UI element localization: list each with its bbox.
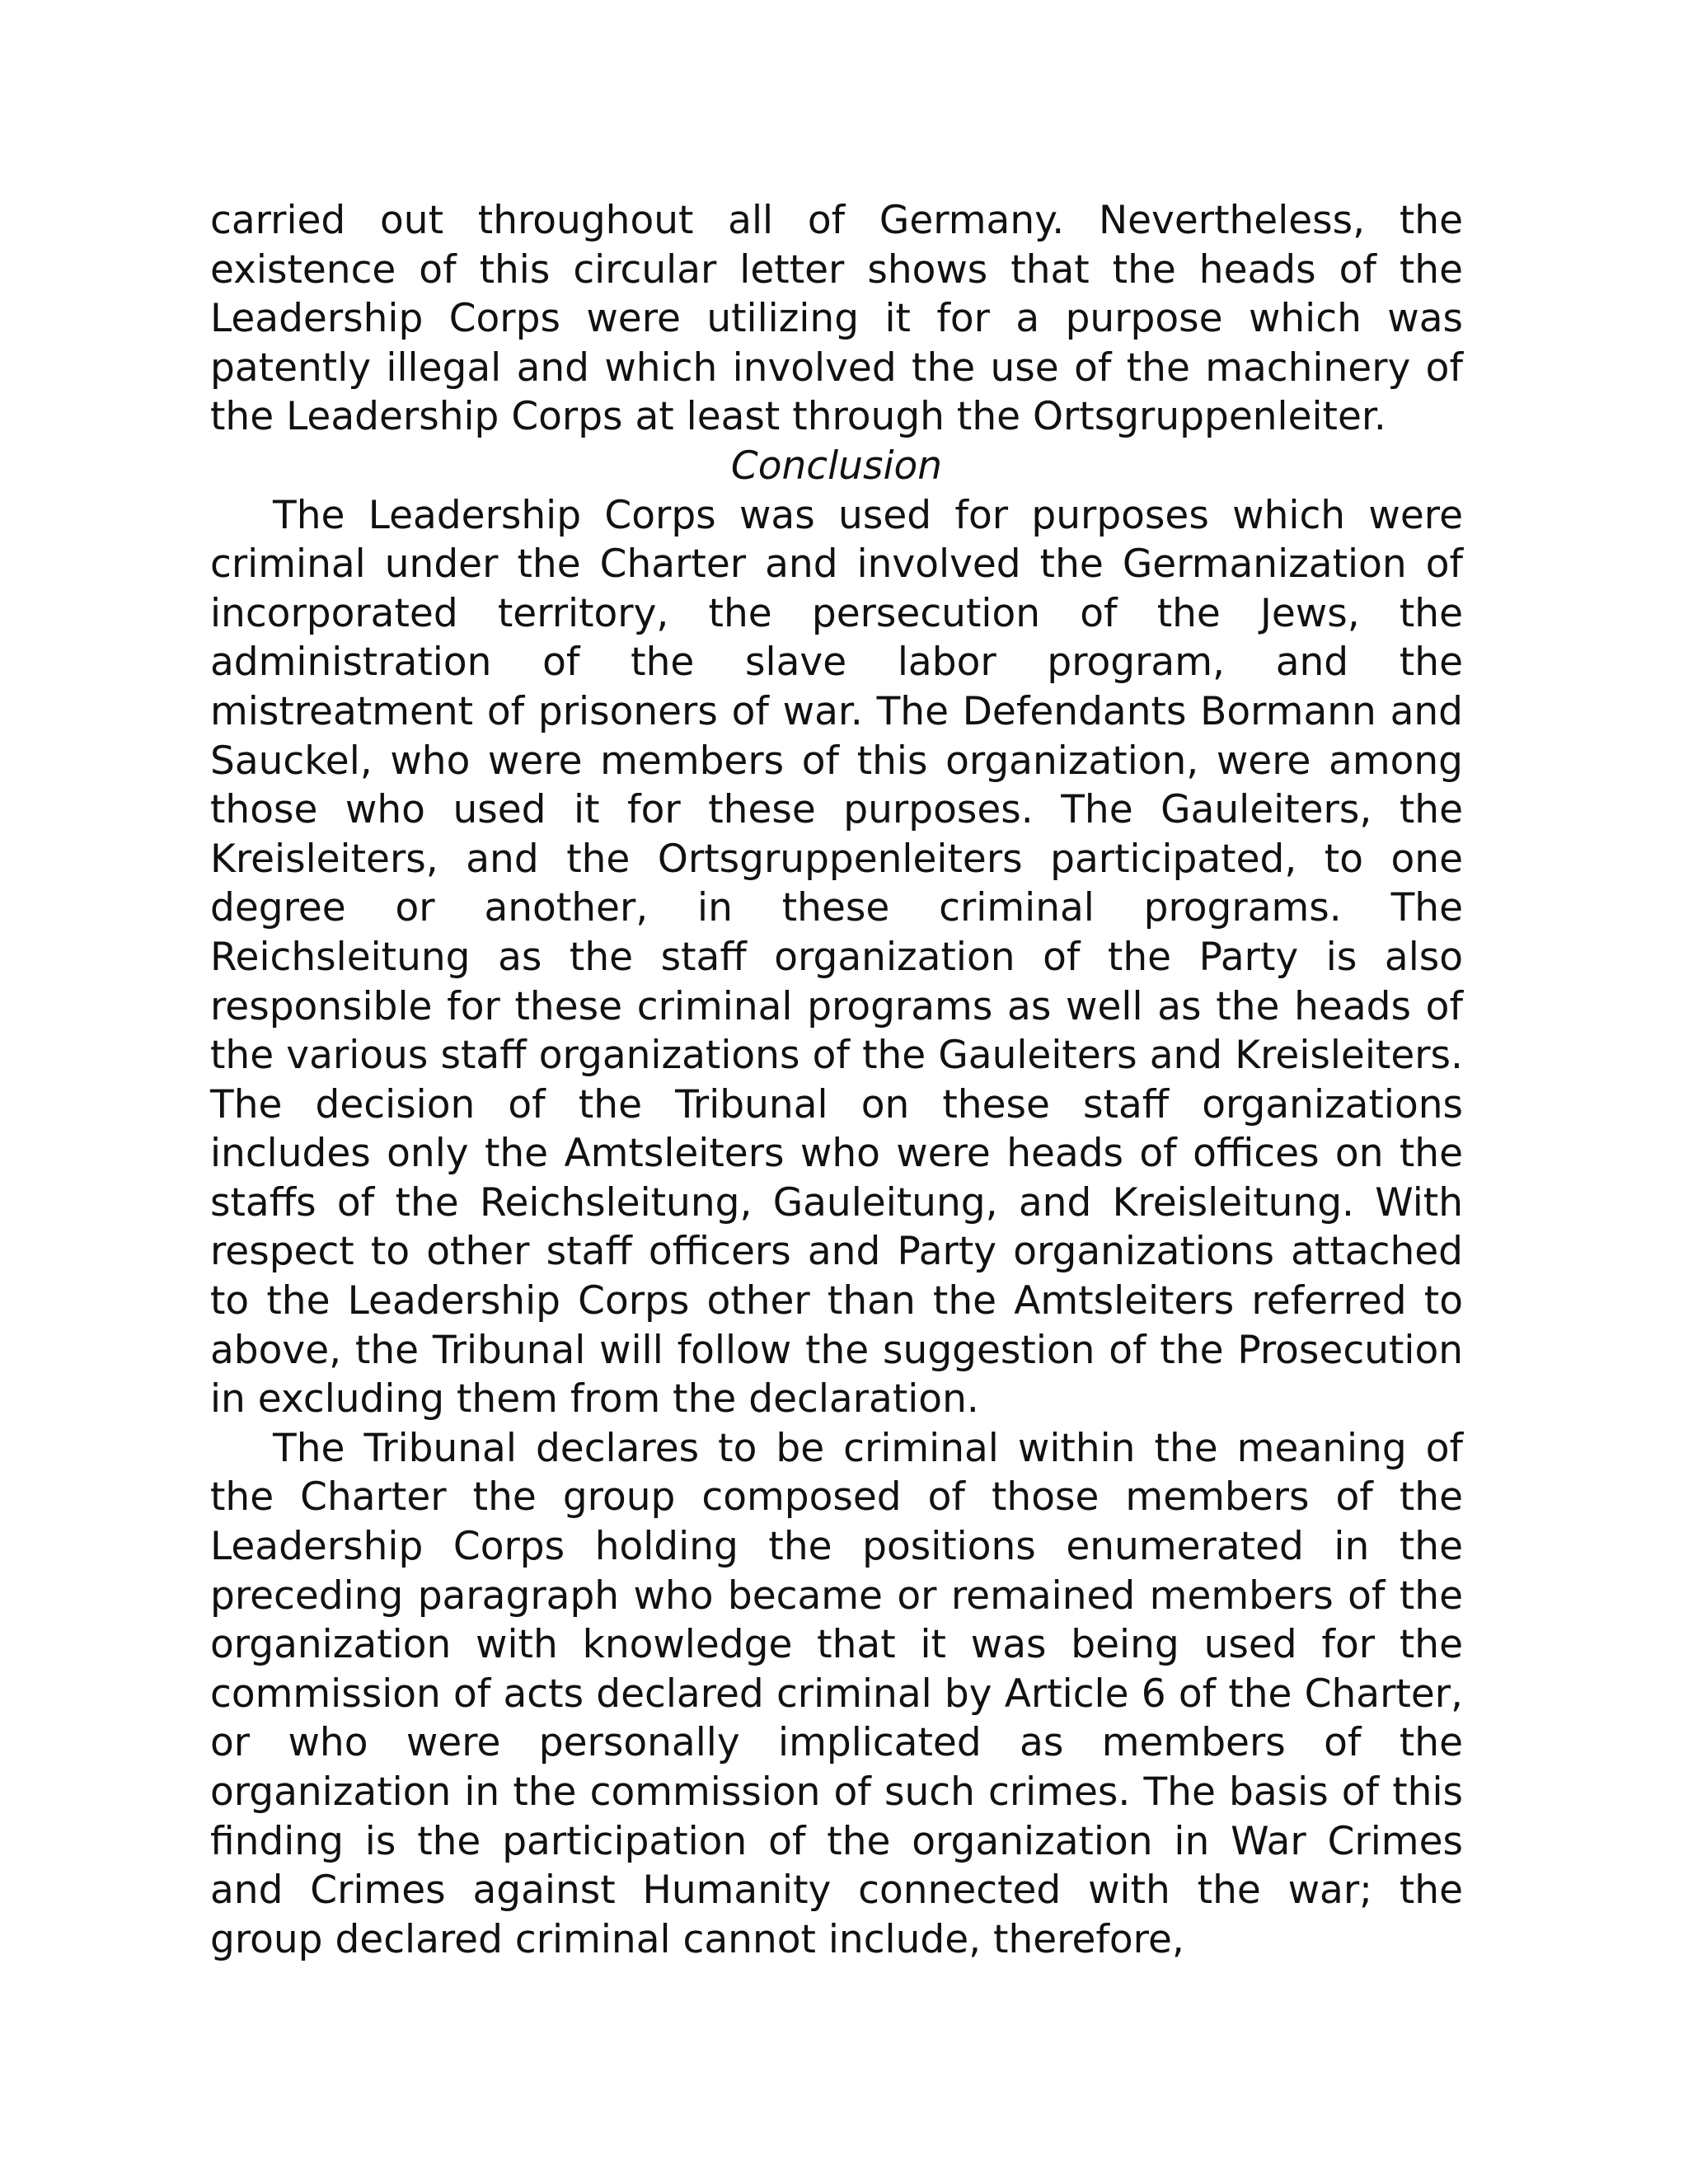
conclusion-paragraph-1: The Leadership Corps was used for purposes which were criminal under the Charter and involved the Germanization of incorporated territory, the persecution of the Jews, the administration of the slave labor program, and the mistreatment of prisoners of war. The Defendants Bormann and Sauckel, who were members of this organization, were among those who used it for these purposes. The Gauleiters, the Kreisleiters, and the Ortsgruppenleiters participated, to one degree or another, in these criminal programs. The Reichsleitung as the staff organization of the Party is also responsible for these criminal programs as well as the heads of the various staff organizations of the Gauleiters and Kreisleiters. The decision of the Tribunal on these staff organizations includes only the Amtsleiters who were heads of offices on the staffs of the Reichsleitung, Gauleitung, and Kreisleitung. With respect to other staff officers and Party organizations attached to the Leadership Corps other than the Amtsleiters referred to above, the Tribunal will follow the suggestion of the Prosecution in excluding them from the declaration. [210, 492, 1463, 1422]
conclusion-paragraph-2: The Tribunal declares to be criminal within the meaning of the Charter the group composed of those members of the Leadership Corps holding the positions enumerated in the preceding paragraph who became or remained members of the organization with knowledge that it was being used for the commission of acts declared criminal by Article 6 of the Charter, or who were personally implicated as members of the organization in the commission of such crimes. The basis of this finding is the participation of the organization in War Crimes and Crimes against Humanity connected with the war; the group declared criminal cannot include, therefore, [210, 1425, 1463, 1962]
section-heading: Conclusion [730, 443, 943, 489]
document-page [210, 196, 1463, 1964]
continuation-paragraph: carried out throughout all of Germany. Nevertheless, the existence of this circular letter shows that the heads of the Leadership Corps were utilizing it for a purpose which was patently illegal and which involved the use of the machinery of the Leadership Corps at least through the Ortsgruppenleiter. [210, 198, 1463, 440]
